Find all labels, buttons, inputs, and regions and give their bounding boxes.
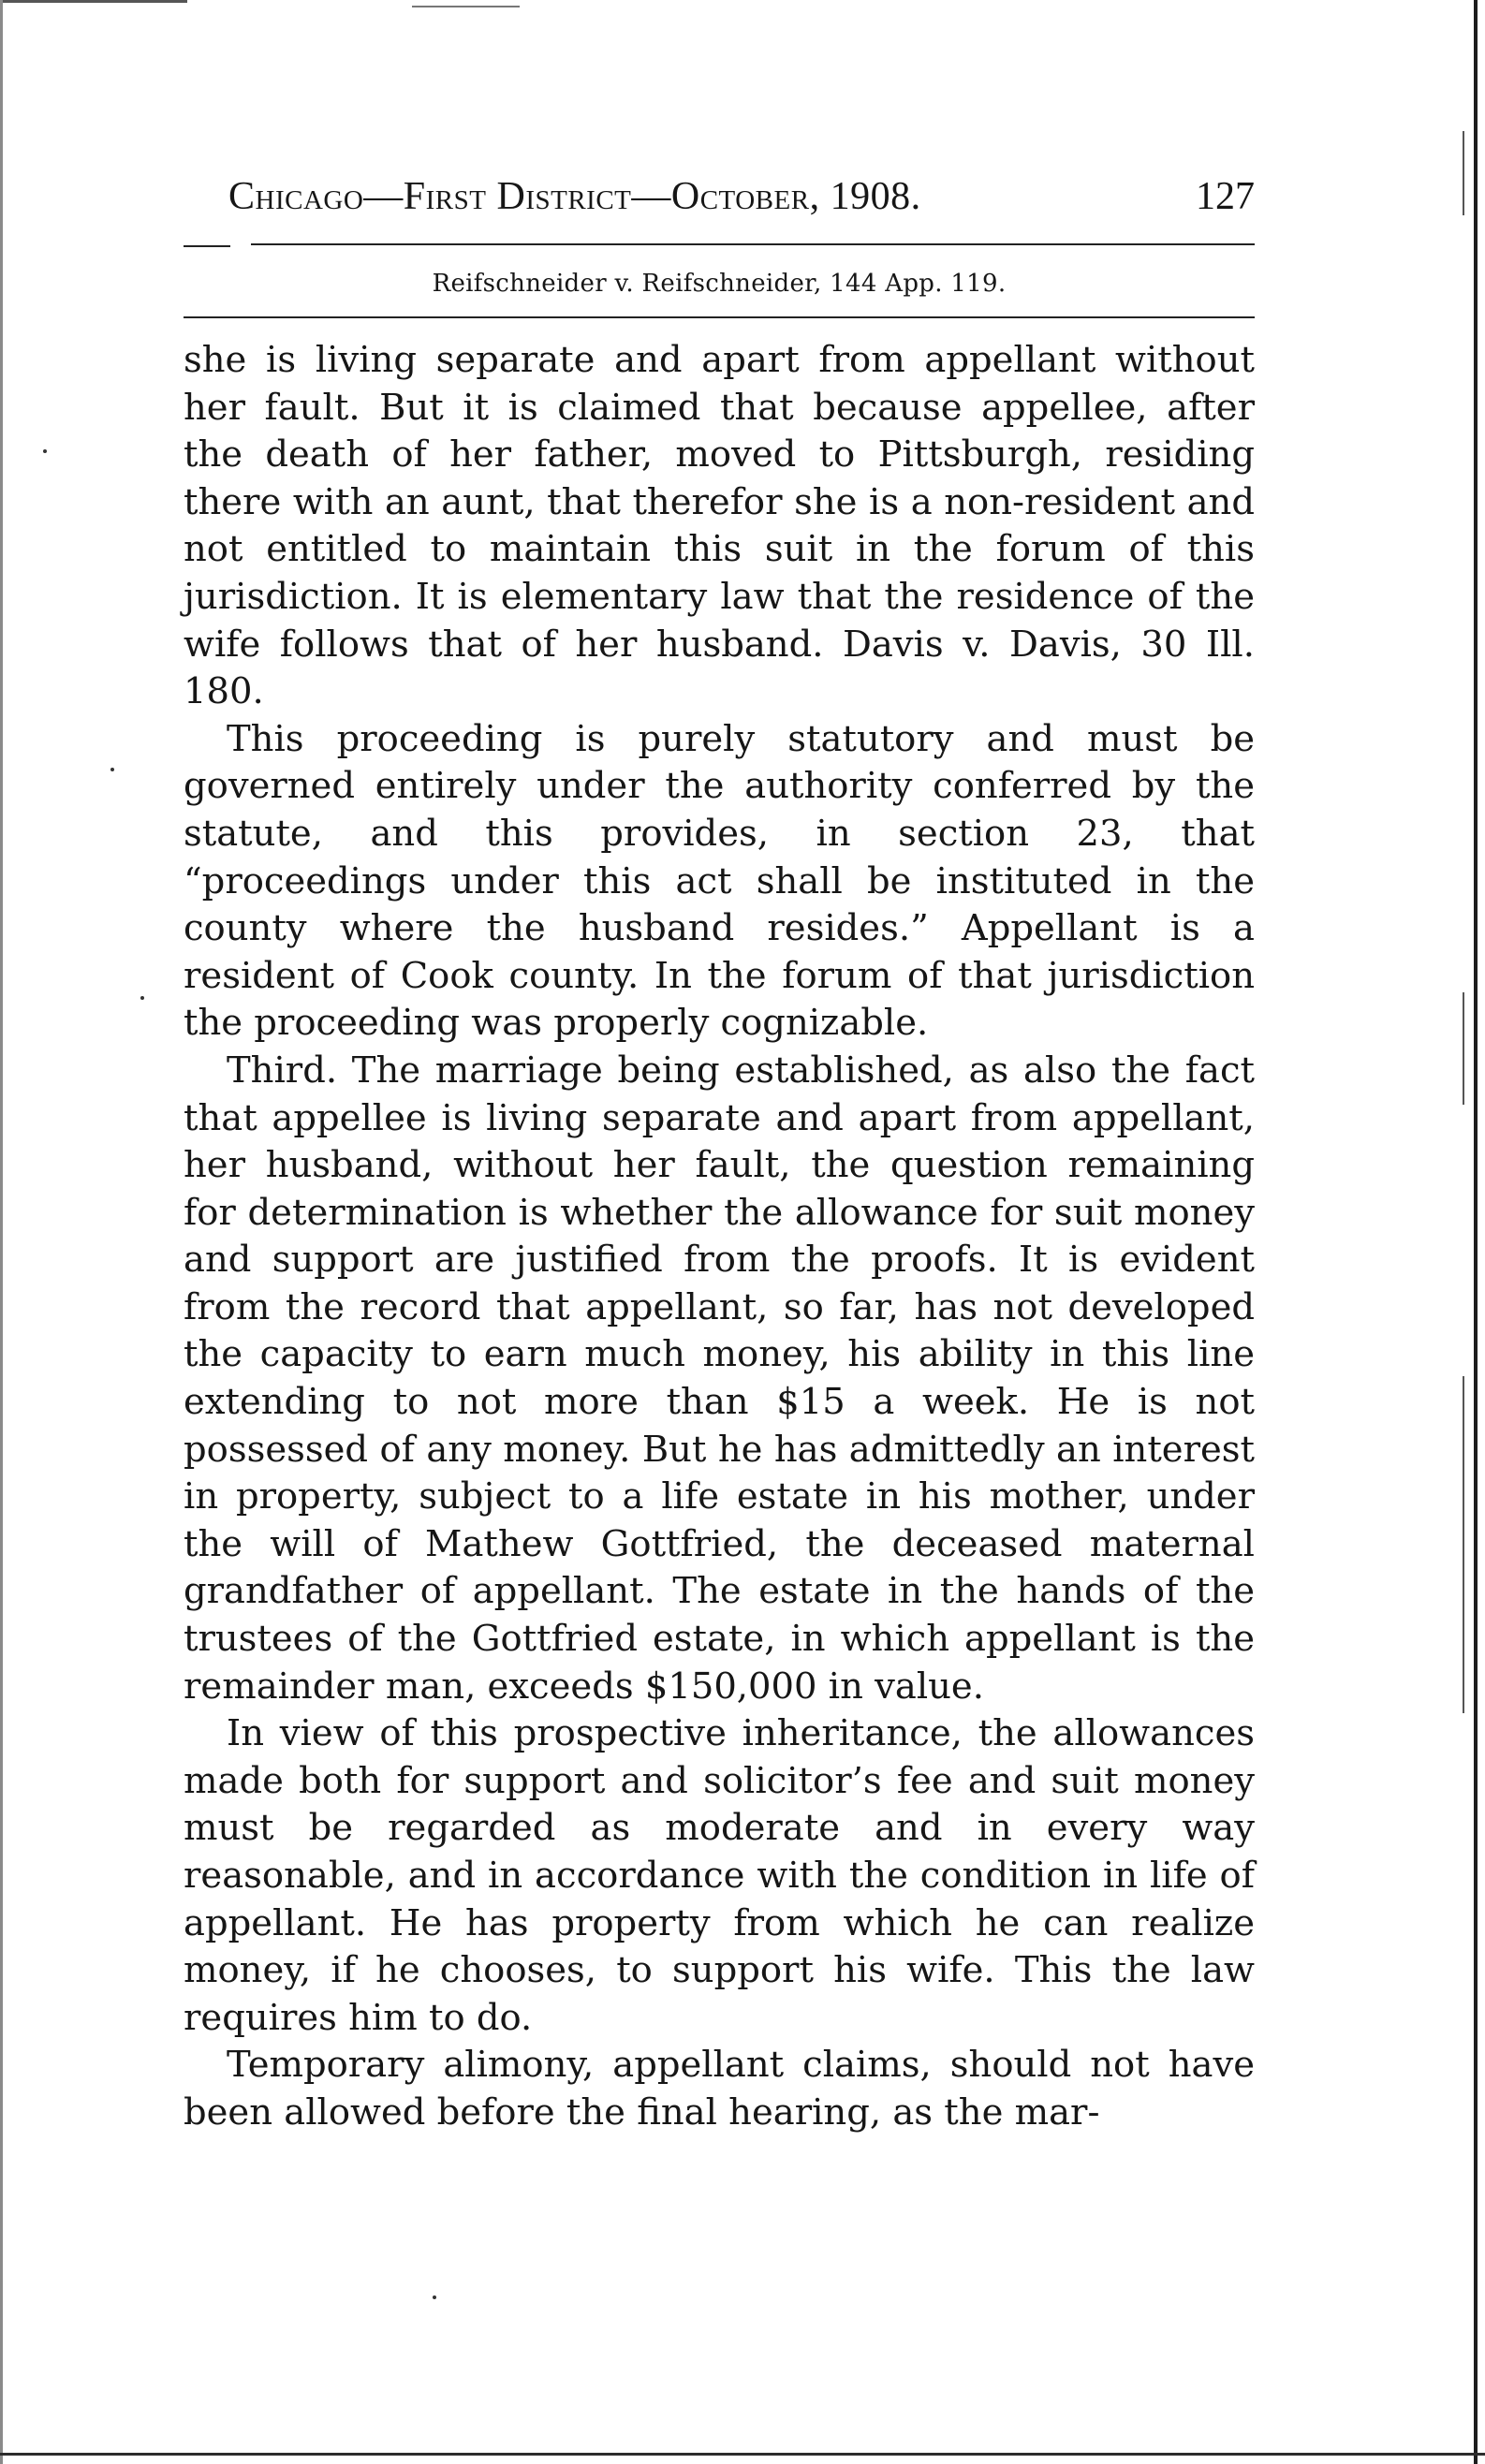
paragraph: In view of this prospective inheritance, the allowances made both for support and solicitor’s fee and suit money must be regarded as moderate and in every way reasonable, and in accordance with the condition in life of appellant. He has property from which he can realize money, if he chooses, to support his wife. This the law requires him to do. [184, 1712, 1255, 2039]
citation-rule [184, 316, 1255, 318]
paragraph: Temporary alimony, appellant claims, should not have been allowed before the final hearing, as the mar- [184, 2044, 1255, 2134]
page-number: 127 [1196, 175, 1255, 218]
paragraph: she is living separate and apart from appellant without her fault. But it is claimed that because appellee, after the death of her father, moved to Pittsburgh, residing there with an aunt, that therefor she is a non-resident and not entitled to maintain this suit in the forum of this jurisdiction. It is elementary law that the residence of the wife follows that of her husband. Davis v. Davis, 30 Ill. 180. [184, 339, 1255, 713]
scan-mark-right [1463, 1376, 1464, 1713]
scan-edge-right [1474, 0, 1478, 2464]
scan-mark-top [412, 6, 520, 7]
scan-speck [433, 2295, 436, 2299]
scan-speck [43, 449, 47, 453]
scan-speck [110, 768, 114, 771]
scan-mark-right [1463, 131, 1464, 215]
scan-edge-bottom [0, 2453, 1485, 2456]
running-head [184, 174, 1255, 230]
scan-speck [140, 996, 144, 1000]
header-rule-short [184, 245, 230, 247]
scan-mark-right [1463, 992, 1464, 1105]
scan-edge-top [0, 0, 187, 3]
case-citation: Reifschneider v. Reifschneider, 144 App. 119. [432, 270, 1007, 298]
running-title: Chicago—First District—October, 1908. [228, 175, 921, 218]
paragraph: Third. The marriage being established, as also the fact that appellee is living separate and apart from appellant, her husband, without her fault, the question remaining for determination is whether the allowance for suit money and support are justified from the proofs. It is evident from the record that appellant, so far, has not developed the capacity to earn much money, his ability in this line extending to not more than $15 a week. He is not possessed of any money. But he has admittedly an interest in property, subject to a life estate in his mother, under the will of Mathew Gottfried, the deceased maternal grandfather of appellant. The estate in the hands of the trustees of the Gottfried estate, in which appellant is the remainder man, exceeds $150,000 in value. [184, 1049, 1255, 1708]
scan-edge-left [0, 0, 3, 2464]
header-rule [251, 243, 1255, 245]
body-text [184, 337, 1255, 2137]
paragraph: This proceeding is purely statutory and must be governed entirely under the authority conferred by the statute, and this provides, in section 23, that “proceedings under this act shall be instituted in the county where the husband resides.” Appellant is a resident of Cook county. In the forum of that jurisdiction the proceeding was properly cognizable. [184, 717, 1255, 1045]
